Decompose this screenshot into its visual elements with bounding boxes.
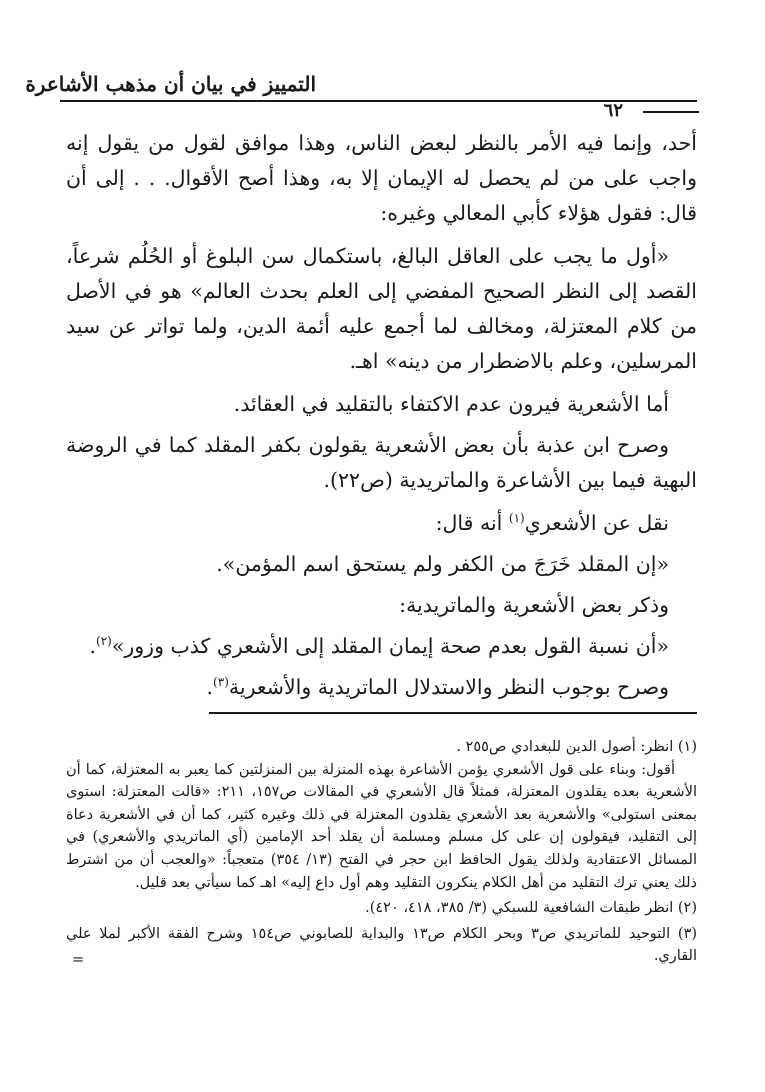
paragraph-9 [66, 670, 697, 705]
footnote-ref-2: (٢) [96, 634, 112, 649]
footnote-1-head: (١) انظر: أصول الدين للبغدادي ص٢٥٥ . [456, 739, 697, 755]
footnote-1-body: أقول: وبناء على قول الأشعري يؤمن الأشاعرة بهذه المنزلة بين المنزلتين كما يعبر به المعتزلة، كما أن الأشعرية بعده يقلدون المعتزلة، فمثلاً قال الأشعري في المقالات ص١٥٧، ٢١١: «قالت المعتزلة: استوى بمعنى استولى» والأشعرية بعد الأشعري يقلدون المعتزلة في ذلك وغيره كثير، كما أن في الأشعرية دعاة إلى التقليد، فيقولون إن على كل مسلم ومسلمة أن يقلد أحد الإمامين (أي الماتريدي والأشعري) في المسائل الاعتقادية ولذلك يقول الحافظ ابن حجر في الفتح (١٣/ ٣٥٤) متعجباً: «والعجب أن من اشترط ذلك يعني ترك التقليد من أهل الكلام ينكرون التقليد وهم أول داع إليه» اهـ كما سيأتي بعد قليل. [66, 761, 698, 891]
footnote-1 [66, 736, 697, 894]
footnote-ref-1: (١) [508, 511, 525, 526]
page-number-rule [643, 111, 699, 113]
paragraph-8-quote [66, 629, 697, 664]
footnote-ref-3: (٣) [213, 675, 229, 690]
page-number: ٦٢ [603, 100, 623, 121]
footnotes [66, 736, 697, 972]
paragraph-3: أما الأشعرية فيرون عدم الاكتفاء بالتقليد في العقائد. [233, 392, 669, 416]
footnote-2: (٢) انظر طبقات الشافعية للسبكي (٣/ ٣٨٥، ٤١٨، ٤٢٠). [365, 900, 697, 917]
paragraph-8-text: «أن نسبة القول بعدم صحة إيمان المقلد إلى الأشعري كذب وزور» [111, 634, 669, 658]
footnote-3: (٣) التوحيد للماتريدي ص٣ وبحر الكلام ص١٣ والبداية للصابوني ص١٥٤ وشرح الفقة الأكبر لملا علي القاري. [66, 925, 697, 965]
paragraph-4: وصرح ابن عذبة بأن بعض الأشعرية يقولون بكفر المقلد كما في الروضة البهية فيما بين الأشاعرة والماتريدية (ص٢٢). [66, 433, 697, 492]
paragraph-1: أحد، وإنما فيه الأمر بالنظر لبعض الناس، وهذا موافق لقول من يقول إنه واجب على من لم يحصل له الإيمان إلا به، وهذا أصح الأقوال. . . إلى أن قال: فقول هؤلاء كأبي المعالي وغيره: [66, 131, 697, 225]
paragraph-5 [66, 506, 697, 541]
footnote-separator [209, 712, 697, 714]
paragraph-2-quote: «أول ما يجب على العاقل البالغ، باستكمال سن البلوغ أو الحُلُم شرعاً، القصد إلى النظر الصحيح المفضي إلى العلم بحدث العالم» هو في الأصل من كلام المعتزلة، ومخالف لما أجمع عليه أئمة الدين، ولما تواتر عن سيد المرسلين، وعلم بالاضطرار من دينه» اهـ. [66, 244, 697, 373]
main-text [66, 126, 697, 711]
paragraph-8-tail: . [89, 634, 96, 658]
continuation-mark: = [72, 951, 85, 968]
page-number-row [499, 102, 699, 126]
paragraph-9-text: وصرح بوجوب النظر والاستدلال الماتريدية والأشعرية [228, 675, 669, 699]
running-title: التمييز في بيان أن مذهب الأشاعرة [25, 72, 316, 96]
paragraph-7: وذكر بعض الأشعرية والماتريدية: [399, 593, 669, 617]
paragraph-5-text: نقل عن الأشعري [524, 511, 669, 535]
paragraph-9-tail: . [206, 675, 214, 699]
paragraph-5-tail: أنه قال: [435, 511, 509, 535]
paragraph-6-quote: «إن المقلد خَرَجَ من الكفر ولم يستحق اسم المؤمن». [216, 552, 669, 576]
